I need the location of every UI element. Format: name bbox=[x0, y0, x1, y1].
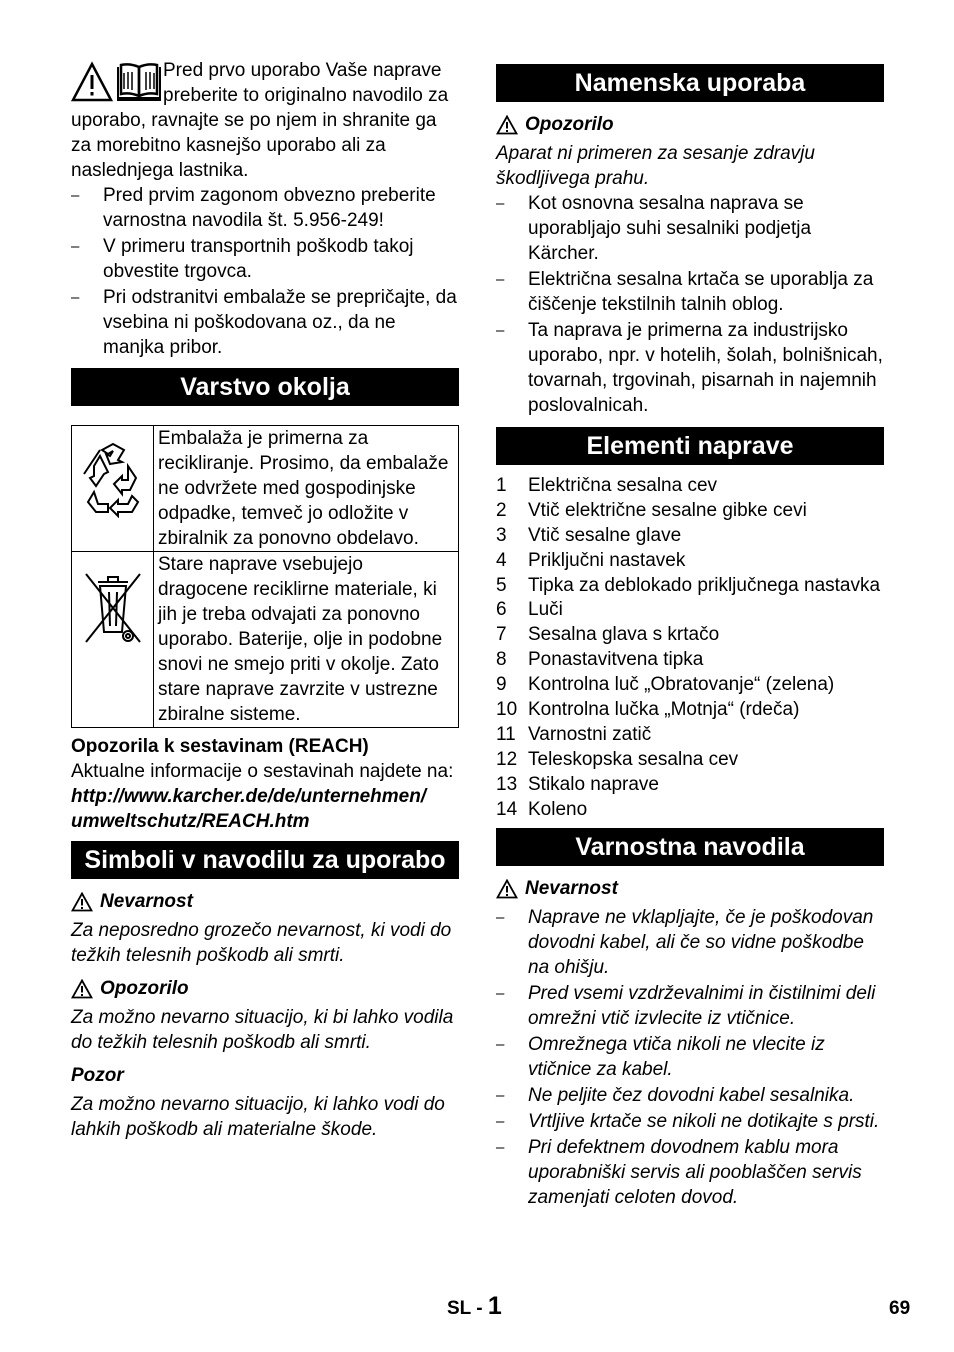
list-item: – Pri defektnem dovodnem kablu mora uporabniški servis ali pooblaščen servis zamenjati celoten dovod. bbox=[496, 1135, 884, 1210]
list-item: 4 Priključni nastavek bbox=[496, 550, 686, 571]
danger-title: Nevarnost bbox=[525, 878, 618, 899]
intro-list bbox=[71, 183, 459, 360]
table-cell-icon bbox=[72, 552, 154, 728]
footer-section: 1 bbox=[487, 1292, 502, 1320]
list-item: – Vrtljive krtače se nikoli ne dotikajte s prsti. bbox=[496, 1109, 884, 1134]
section-heading-intended-use: Namenska uporaba bbox=[496, 64, 884, 102]
elements-list bbox=[496, 473, 884, 822]
list-item: 13 Stikalo naprave bbox=[496, 774, 659, 795]
danger-title: Nevarnost bbox=[100, 891, 193, 912]
warning-title: Opozorilo bbox=[525, 114, 614, 135]
warning-title-row bbox=[496, 112, 884, 137]
list-item: 7 Sesalna glava s krtačo bbox=[496, 624, 720, 645]
warning-triangle-icon bbox=[71, 892, 93, 912]
caution-title: Pozor bbox=[71, 1065, 124, 1086]
warning-triangle-icon bbox=[496, 879, 518, 899]
warning-title-row bbox=[71, 976, 459, 1001]
intended-use-list bbox=[496, 191, 884, 418]
recycling-icon bbox=[76, 438, 150, 518]
list-item: 5 Tipka za deblokado priključnega nastavka bbox=[496, 575, 881, 596]
list-item: – Naprave ne vklapljajte, če je poškodovan dovodni kabel, ali če so vidne poškodbe na ohišju. bbox=[496, 905, 884, 980]
list-item: 11 Varnostni zatič bbox=[496, 724, 652, 745]
list-item: – Kot osnovna sesalna naprava se uporabljajo suhi sesalniki podjetja Kärcher. bbox=[496, 191, 884, 266]
danger-text: Za neposredno grozečo nevarnost, ki vodi do težkih telesnih poškodb ali smrti. bbox=[71, 920, 452, 966]
warning-text: Za možno nevarno situacijo, ki bi lahko vodila do težkih telesnih poškodb ali smrti. bbox=[71, 1007, 454, 1053]
footer-lang: SL bbox=[447, 1298, 471, 1319]
section-heading-safety: Varnostna navodila bbox=[496, 828, 884, 866]
reach-text: Aktualne informacije o sestavinah najdete na: bbox=[71, 761, 454, 782]
list-item: 3 Vtič sesalne glave bbox=[496, 525, 682, 546]
list-item: – Pri odstranitvi embalaže se prepričajte, da vsebina ni poškodovana oz., da ne manjka pribor. bbox=[71, 285, 459, 360]
section-heading-elements: Elementi naprave bbox=[496, 427, 884, 465]
crossed-bin-icon bbox=[76, 566, 150, 646]
list-item: – Pred prvim zagonom obvezno preberite varnostna navodila št. 5.956-249! bbox=[71, 183, 459, 233]
table-cell-text: Embalaža je primerna za recikliranje. Prosimo, da embalaže ne odvržete med gospodinjske odpadke, temveč jo odložite v zbiralnik za ponovno obdelavo. bbox=[154, 426, 459, 552]
section-heading-environment: Varstvo okolja bbox=[71, 368, 459, 406]
table-cell-icon bbox=[72, 426, 154, 552]
warning-text: Aparat ni primeren za sesanje zdravju škodljivega prahu. bbox=[496, 143, 815, 189]
section-heading-symbols: Simboli v navodilu za uporabo bbox=[71, 841, 459, 879]
reach-title: Opozorila k sestavinam (REACH) bbox=[71, 736, 369, 757]
table-cell-text: Stare naprave vsebujejo dragocene reciklirne materiale, ki jih je treba odvajati za ponovno uporabo. Baterije, olje in podobne snovi ne smejo priti v okolje. Zato stare naprave zavrzite v ustrezne zbiralne sisteme. bbox=[154, 552, 459, 728]
left-column bbox=[71, 58, 459, 1142]
table-row bbox=[72, 426, 459, 552]
footer-section-code bbox=[447, 1294, 502, 1321]
right-column bbox=[496, 64, 884, 1211]
list-item: – V primeru transportnih poškodb takoj obvestite trgovca. bbox=[71, 234, 459, 284]
warning-title: Opozorilo bbox=[100, 978, 189, 999]
warning-triangle-icon bbox=[71, 979, 93, 999]
list-item: – Električna sesalna krtača se uporablja za čiščenje tekstilnih talnih oblog. bbox=[496, 267, 884, 317]
list-item: 6 Luči bbox=[496, 599, 563, 620]
page-number: 69 bbox=[889, 1298, 911, 1319]
table-row bbox=[72, 552, 459, 728]
list-item: – Ne peljite čez dovodni kabel sesalnika. bbox=[496, 1083, 884, 1108]
list-item: 8 Ponastavitvena tipka bbox=[496, 649, 704, 670]
danger-title-row bbox=[71, 889, 459, 914]
intro-text: Pred prvo uporabo Vaše naprave preberite to originalno navodilo za uporabo, ravnajte se po njem in shranite ga za morebitno kasnejšo uporabo ali za naslednjega lastnika. bbox=[71, 60, 449, 181]
list-item: 9 Kontrolna luč „Obratovanje“ (zelena) bbox=[496, 674, 835, 695]
footer-separator: - bbox=[470, 1298, 488, 1319]
list-item: 1 Električna sesalna cev bbox=[496, 475, 718, 496]
environment-table bbox=[71, 425, 459, 728]
danger-title-row bbox=[496, 876, 884, 901]
list-item: 12 Teleskopska sesalna cev bbox=[496, 749, 739, 770]
reach-url-line-1[interactable]: http://www.karcher.de/de/unternehmen/ bbox=[71, 786, 427, 807]
list-item: – Pred vsemi vzdrževalnimi in čistilnimi deli omrežni vtič izvlecite iz vtičnice. bbox=[496, 981, 884, 1031]
caution-text: Za možno nevarno situacijo, ki lahko vodi do lahkih poškodb ali materialne škode. bbox=[71, 1094, 445, 1140]
safety-list bbox=[496, 905, 884, 1210]
intro-block bbox=[71, 58, 459, 360]
intro-icons bbox=[71, 61, 163, 107]
list-item: 2 Vtič električne sesalne gibke cevi bbox=[496, 500, 807, 521]
list-item: – Ta naprava je primerna za industrijsko uporabo, npr. v hotelih, šolah, bolnišnicah, tovarnah, trgovinah, pisarnah in najemnih poslovalnicah. bbox=[496, 318, 884, 418]
warning-triangle-icon bbox=[496, 115, 518, 135]
warning-manual-icon bbox=[71, 61, 163, 103]
list-item: – Omrežnega vtiča nikoli ne vlecite iz vtičnice za kabel. bbox=[496, 1032, 884, 1082]
list-item: 14 Koleno bbox=[496, 799, 588, 820]
list-item: 10 Kontrolna lučka „Motnja“ (rdeča) bbox=[496, 699, 800, 720]
reach-url-line-2[interactable]: umweltschutz/REACH.htm bbox=[71, 811, 310, 832]
